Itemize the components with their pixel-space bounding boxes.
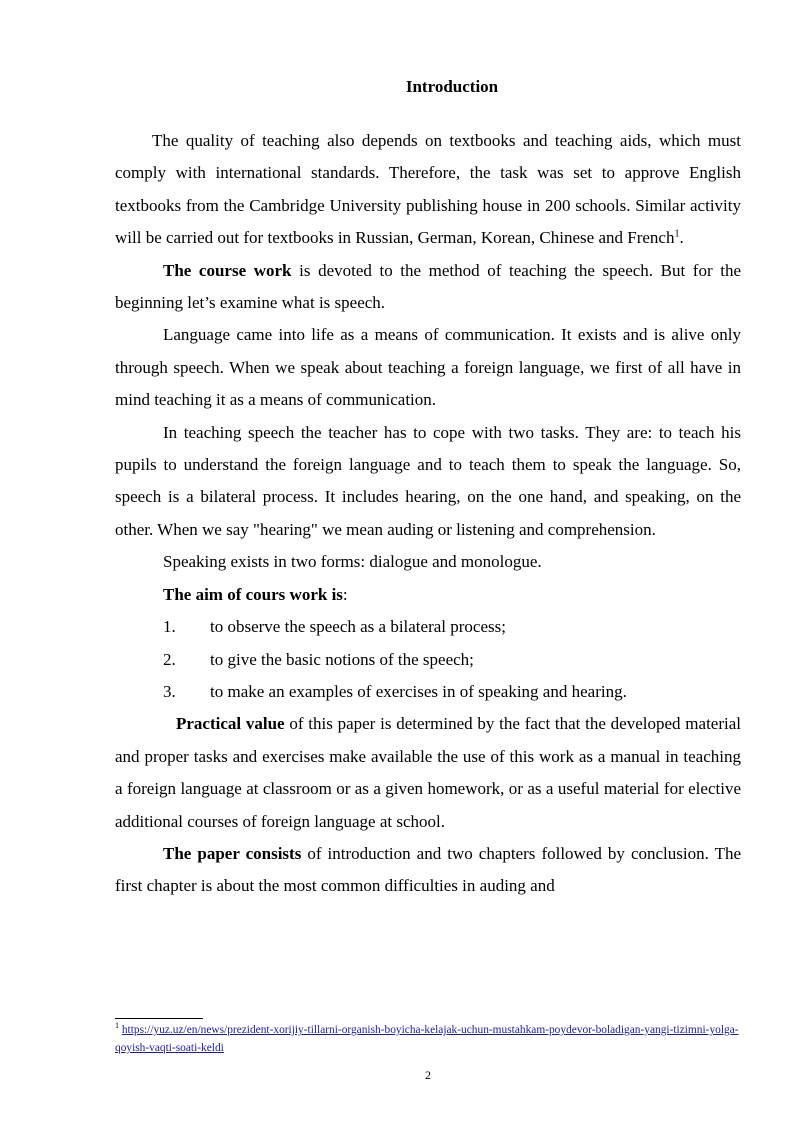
footnote-reference[interactable]: 1 [674,228,680,240]
paragraph-text: of this paper is determined by the fact that the developed material and proper tasks and exercises make available the use of this work as a manual in teaching a foreign language at classroom or as a given homework, or as a useful material for elective additional courses of foreign language at school. [115,714,741,831]
footnote [115,1021,745,1057]
footnote-link[interactable]: https://yuz.uz/en/news/prezident-xorijiy-tillarni-organish-boyicha-kelajak-uchun-mustahkam-poydevor-boladigan-yangi-tizimni-yolga-qoyish-vaqti-soati-keldi [115,1024,739,1054]
paragraph-text: of introduction and two chapters followed by conclusion. The first chapter is about the most common difficulties in auding and [115,843,741,896]
page-title: Introduction [405,77,499,96]
paragraph-practical-value [115,708,741,838]
paragraph-text: The quality of teaching also depends on textbooks and teaching aids, which must comply with international standards. Therefore, the task was set to approve English textbooks from the Cambridge University publishing house in 200 schools. Similar activity will be carried out for textbooks in Russian, German, Korean, Chinese and French [115,131,741,248]
paragraph-structure [115,838,741,903]
list-number: 1. [163,617,176,637]
list-text: to observe the speech as a bilateral process; [210,617,506,637]
list-text: to make an examples of exercises in of speaking and hearing. [210,681,627,701]
bold-lead: The aim of cours work is [163,584,343,604]
list-item [115,676,741,708]
list-text: to give the basic notions of the speech; [210,649,474,669]
bold-lead: The course work [163,260,292,280]
bold-lead: Practical value [176,714,285,734]
list-number: 3. [163,681,176,701]
page-number: 2 [425,1068,431,1082]
footnote-divider [115,1018,203,1019]
footnote-mark: 1 [115,1021,119,1031]
paragraph-text: is devoted to the method of teaching the speech. But for the beginning let’s examine what is speech. [115,260,741,313]
paragraph-intro: The quality of teaching also depends on textbooks and teaching aids, which must comply with international standards. Therefore, the task was set to approve English textbooks from the Cambridge University publishing house in 200 schools. Similar activity will be carried out for textbooks in Russian, German, Korean, Chinese and French$^1$. [115,131,741,248]
aim-heading: The aim of cours work is: [163,584,348,604]
paragraph-course-work [115,255,741,320]
paragraph-teaching-speech: In teaching speech the teacher has to cope with two tasks. They are: to teach his pupils to understand the foreign language and to teach them to speak the language. So, speech is a bilateral process. It includes hearing, on the one hand, and speaking, on the other. When we say "hearing" we mean auding or listening and comprehension. [115,422,741,539]
paragraph-speaking-forms: Speaking exists in two forms: dialogue and monologue. [163,552,542,572]
list-item [115,611,741,643]
list-item [115,644,741,676]
bold-lead: The paper consists [163,843,302,863]
list-number: 2. [163,649,176,669]
paragraph-language: Language came into life as a means of communication. It exists and is alive only through speech. When we speak about teaching a foreign language, we first of all have in mind teaching it as a means of communication. [115,325,741,410]
body-text [115,125,741,903]
